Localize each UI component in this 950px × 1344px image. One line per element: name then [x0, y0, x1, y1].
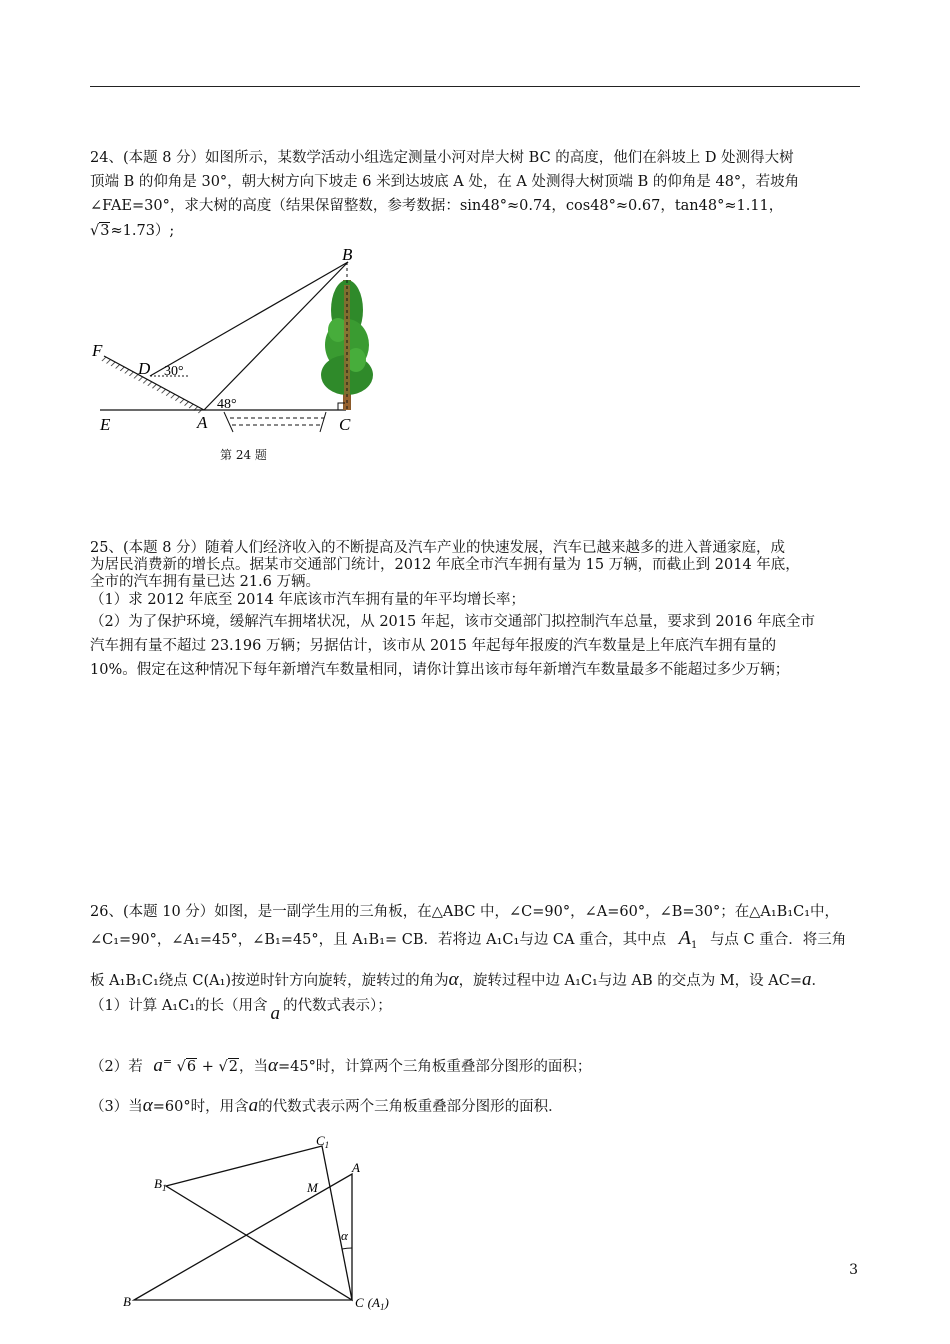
label-c: C — [339, 415, 351, 434]
sqrt3-expression: √3 — [90, 223, 110, 239]
sqrt2-radicand: 2 — [228, 1058, 239, 1075]
q26-part1b: 的代数式表示）； — [283, 998, 392, 1014]
angle-label-a: 48° — [217, 397, 237, 412]
triangle-abc — [134, 1174, 352, 1300]
label-c1: $C_1$ — [316, 1133, 330, 1150]
q25-line2: 为居民消费新的增长点。据某市交通部门统计，2012 年底全市汽车拥有量为 15 万辆，而截止到 2014 年底， — [90, 557, 800, 573]
q24-figure — [88, 240, 378, 440]
alpha-symbol-part2: α — [268, 1054, 278, 1076]
sqrt6-radicand: 6 — [186, 1058, 197, 1075]
q26-part3a: （3）当 — [90, 1099, 143, 1115]
sqrt6: √6 — [176, 1058, 197, 1075]
plus-sign: + — [201, 1058, 214, 1075]
alpha-symbol-part3: α — [142, 1095, 153, 1116]
q26-line3b: ，旋转过程中边 A₁C₁与边 AB 的交点为 M，设 AC= — [458, 973, 802, 989]
slope-line — [104, 356, 204, 410]
equals-sign: = — [162, 1055, 173, 1068]
slope-hatching — [100, 356, 204, 414]
q24-line2: 顶端 B 的仰角是 30°，朝大树方向下坡走 6 米到达坡底 A 处，在 A 处测得大树顶端 B 的仰角是 48°，若坡角 — [90, 174, 800, 190]
a-symbol-part3: a — [248, 1095, 259, 1116]
label-c-a1: C $(A_1)$ — [355, 1295, 389, 1312]
q26-part2b: ，当 — [239, 1058, 269, 1075]
q25-part2-line2: 汽车拥有量不超过 23.196 万辆；另据估计，该市从 2015 年起每年报废的汽车数量是上年底汽车拥有量的 — [90, 638, 777, 654]
label-b: B — [342, 245, 353, 264]
q24-line4 — [90, 221, 174, 241]
q26-part1 — [90, 995, 392, 1024]
q25-part2-line1: （2）为了保护环境，缓解汽车拥堵状况，从 2015 年起，该市交通部门拟控制汽车总量，要求到 2016 年底全市 — [90, 614, 815, 630]
label-f: F — [92, 341, 103, 360]
q26-part3c: 的代数式表示两个三角板重叠部分图形的面积． — [258, 1099, 563, 1115]
q26-line2a: ∠C₁=90°，∠A₁=45°，∠B₁=45°，且 A₁B₁= CB．若将边 A₁C₁与边 CA 重合，其中点 — [90, 932, 667, 948]
label-m: M — [307, 1180, 318, 1195]
alpha-arc — [342, 1248, 352, 1249]
a-symbol-part2: a — [153, 1054, 163, 1076]
river-bank-left — [224, 412, 233, 432]
q26-part1a: （1）计算 A₁C₁的长（用含 — [90, 998, 268, 1014]
q26-line3 — [90, 970, 826, 991]
q26-line3c: ． — [811, 973, 826, 989]
angle-label-d: 30° — [164, 364, 184, 379]
q26-part2c: =45°时，计算两个三角板重叠部分图形的面积； — [278, 1058, 592, 1075]
alpha-symbol: α — [448, 969, 459, 990]
label-a: A — [197, 413, 208, 432]
q26-line2b: 与点 C 重合．将三角 — [709, 932, 847, 948]
label-a-fig26: A — [352, 1160, 360, 1175]
q24-line4-rest: ≈1.73）; — [110, 223, 175, 239]
q26-figure — [110, 1130, 420, 1320]
q25-part2-line3: 10%。假定在这种情况下每年新增汽车数量相同，请你计算出该市每年新增汽车数量最多不能超过多少万辆； — [90, 662, 790, 678]
q26-line1: 26、(本题 10 分）如图，是一副学生用的三角板，在△ABC 中，∠C=90°，∠A=60°，∠B=30°；在△A₁B₁C₁中， — [90, 904, 840, 920]
q24-figure-caption: 第 24 题 — [220, 448, 267, 462]
a-symbol-part1: a — [270, 1003, 281, 1024]
q26-line2 — [90, 928, 846, 956]
q24-line1: 24、(本题 8 分）如图所示，某数学活动小组选定测量小河对岸大树 BC 的高度，他们在斜坡上 D 处测得大树 — [90, 150, 794, 166]
sight-line-db — [150, 262, 348, 376]
q26-line3a: 板 A₁B₁C₁绕点 C(A₁)按逆时针方向旋转，旋转过的角为 — [90, 973, 449, 989]
header-rule — [90, 86, 860, 87]
q26-part2 — [90, 1052, 591, 1077]
a-symbol: a — [802, 969, 812, 990]
river-bank-right — [320, 412, 326, 432]
q24-line3: ∠FAE=30°，求大树的高度（结果保留整数，参考数据：sin48°≈0.74，cos48°≈0.67，tan48°≈1.11， — [90, 198, 784, 214]
label-d: D — [138, 359, 151, 378]
point-a1-symbol: A — [678, 927, 691, 949]
q25-line3: 全市的汽车拥有量已达 21.6 万辆。 — [90, 574, 321, 590]
page-number: 3 — [849, 1262, 858, 1278]
sqrt2: √2 — [218, 1058, 239, 1075]
triangle-a1b1c1 — [166, 1146, 352, 1300]
label-e: E — [100, 415, 111, 434]
sqrt3-radicand: 3 — [100, 223, 110, 239]
q25-line1: 25、(本题 8 分）随着人们经济收入的不断提高及汽车产业的快速发展，汽车已越来越多的进入普通家庭，成 — [90, 540, 786, 556]
label-alpha: α — [341, 1228, 348, 1243]
q26-part2a: （2）若 — [90, 1058, 143, 1075]
label-b1: $B_1$ — [154, 1176, 167, 1193]
q26-part3b: =60°时，用含 — [152, 1099, 249, 1115]
label-b-fig26: B — [123, 1294, 131, 1309]
point-a1-subscript: 1 — [690, 939, 698, 951]
q25-part1: （1）求 2012 年底至 2014 年底该市汽车拥有量的年平均增长率； — [90, 592, 525, 608]
q26-part3 — [90, 1096, 563, 1117]
